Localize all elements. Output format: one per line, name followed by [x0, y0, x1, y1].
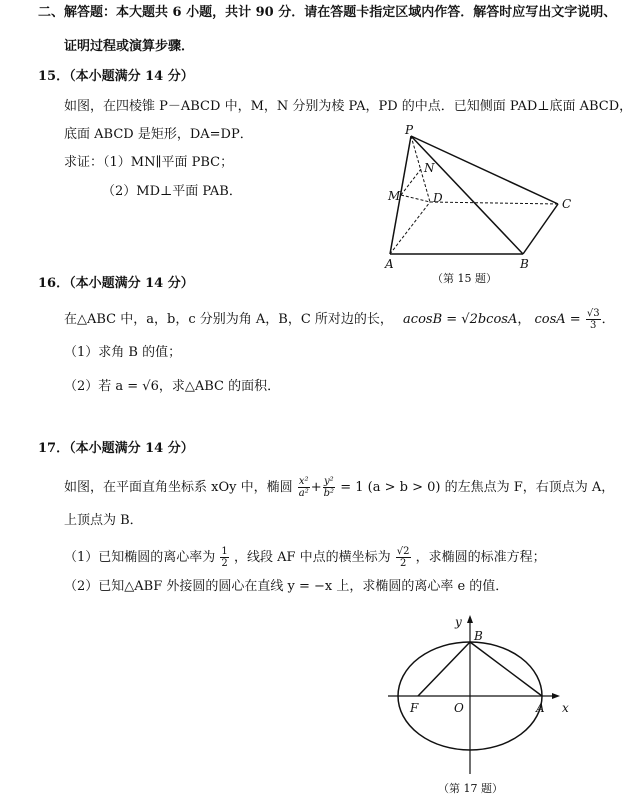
- section-heading-line2: 证明过程或演算步骤．: [64, 39, 195, 54]
- edge-AD: [390, 202, 430, 254]
- q17-sub2: （2）已知△ABF 外接圆的圆心在直线 y = −x 上，求椭圆的离心率 e 的值．: [64, 579, 509, 594]
- segment-MD: [401, 195, 430, 202]
- q17-sub1-f1-num: 1: [221, 546, 228, 557]
- q16-sub1: （1）求角 B 的值；: [64, 345, 182, 360]
- label-D: D: [433, 191, 443, 205]
- label-B: B: [474, 629, 483, 643]
- edge-BC: [523, 204, 558, 254]
- label-P: P: [405, 123, 414, 137]
- q17-line2: 上顶点为 B．: [64, 513, 143, 528]
- q17-sub1-prefix: （1）已知椭圆的离心率为: [64, 550, 216, 565]
- q15-figure: [380, 122, 580, 288]
- q17-sub1-fraction1: [220, 546, 228, 569]
- q17-ellipse-x-fraction: [298, 476, 310, 499]
- q17-header: 17．（本小题满分 14 分）: [38, 441, 194, 456]
- q16-sub2: （2）若 a = √6，求△ABC 的面积．: [64, 379, 281, 394]
- q16-eq2-num: √3: [586, 308, 600, 319]
- x-axis-arrow-icon: [552, 693, 560, 699]
- q16-header: 16．（本小题满分 14 分）: [38, 276, 194, 291]
- label-A: A: [385, 257, 394, 271]
- q17-ellipse-y-fraction: [323, 476, 335, 499]
- q17-x-den: a²: [298, 488, 309, 499]
- q17-caption: （第 17 题）: [438, 782, 503, 795]
- q16-line1: 在△ABC 中，a，b，c 分别为角 A，B，C 所对边的长， acosB = √2bcosA， cosA = $\frac{√3}{3}$ ．: [64, 308, 615, 331]
- q17-figure: [380, 612, 580, 798]
- label-C: C: [562, 197, 572, 211]
- segment-FB: [418, 642, 470, 696]
- q15-header: 15．（本小题满分 14 分）: [38, 69, 194, 84]
- q17-x-num: x²: [298, 476, 309, 487]
- q16-eq2-fraction: [586, 308, 601, 331]
- q16-eq2-prefix: cosA =: [534, 312, 581, 327]
- q15-line2: 底面 ABCD 是矩形，DA=DP．: [64, 127, 253, 142]
- label-x: x: [562, 701, 569, 715]
- label-N: N: [424, 161, 435, 175]
- q15-line4: （2）MD⊥平面 PAB．: [102, 184, 242, 199]
- q17-sub1-f2-num: √2: [396, 546, 410, 557]
- y-axis-arrow-icon: [467, 615, 473, 623]
- q17-sub1-mid: ，线段 AF 中点的横坐标为: [233, 550, 391, 565]
- q17-sub1-f2-den: 2: [399, 558, 407, 569]
- q16-line1-text: 在△ABC 中，a，b，c 分别为角 A，B，C 所对边的长，: [64, 312, 393, 327]
- q17-sub1-suffix: ，求椭圆的标准方程；: [415, 550, 546, 565]
- section-heading-line1: 二、解答题：本大题共 6 小题，共计 90 分．请在答题卡指定区域内作答．解答时应写出文字说明、: [38, 5, 617, 20]
- q17-line1-rest: = 1 (a > b > 0) 的左焦点为 F，右顶点为 A，: [340, 480, 615, 495]
- q15-caption: （第 15 题）: [432, 272, 497, 285]
- segment-BA: [470, 642, 542, 696]
- label-B: B: [520, 257, 529, 271]
- label-M: M: [388, 189, 401, 203]
- label-O: O: [454, 701, 464, 715]
- q17-sub1-f1-den: 2: [221, 558, 228, 569]
- q17-y-num: y²: [324, 476, 334, 487]
- label-A: A: [536, 701, 545, 715]
- q15-line3: 求证：（1）MN∥平面 PBC；: [64, 155, 234, 170]
- label-y: y: [455, 615, 462, 629]
- label-F: F: [410, 701, 419, 715]
- q17-y-den: b²: [323, 488, 335, 499]
- q16-eq1: acosB = √2bcosA: [403, 312, 518, 327]
- q15-line1: 如图，在四棱锥 P－ABCD 中，M，N 分别为棱 PA，PD 的中点．已知侧面 PAD⊥底面 ABCD，: [64, 99, 633, 114]
- edge-DC: [430, 202, 558, 204]
- q17-sub1: [64, 546, 546, 569]
- q17-sub1-fraction2: [396, 546, 411, 569]
- q16-eq2-den: 3: [590, 320, 597, 331]
- q17-line1: 如图，在平面直角坐标系 xOy 中，椭圆 $\frac{\text{x²}}{\text{a²}}$ + $\frac{\text{y²}}{\text{b²}}$ = 1 (a > b > 0) 的左焦点为 F，右顶点为 A，: [64, 476, 615, 499]
- q17-line1-text: 如图，在平面直角坐标系 xOy 中，椭圆: [64, 480, 293, 495]
